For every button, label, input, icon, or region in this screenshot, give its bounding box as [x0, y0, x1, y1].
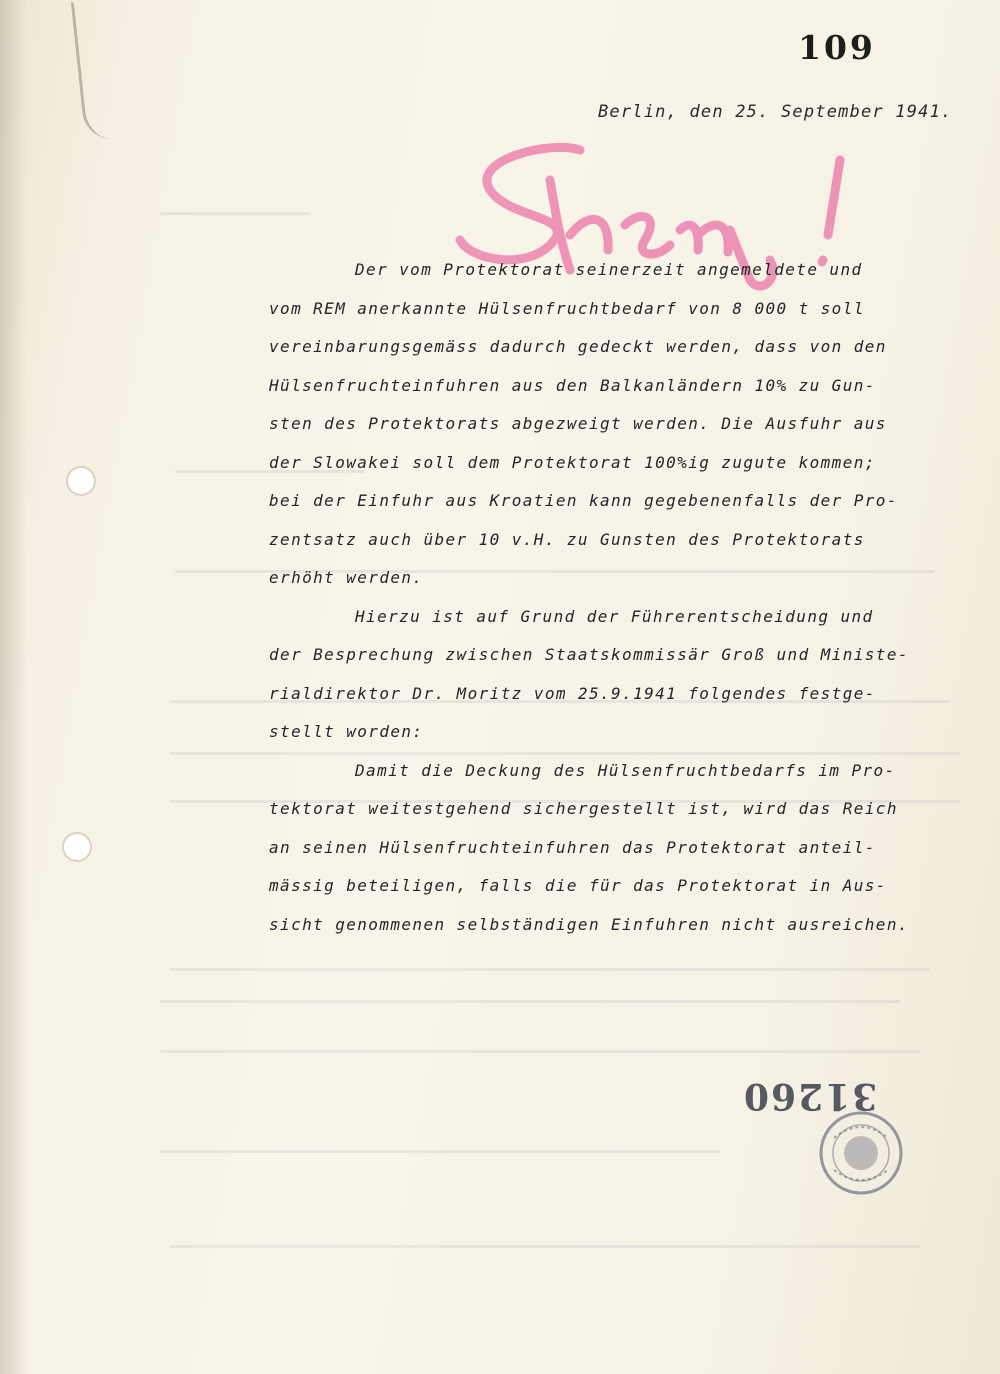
text-line: bei der Einfuhr aus Kroatien kann gegebenenfalls der Pro- [269, 491, 898, 510]
text-line: rialdirektor Dr. Moritz vom 25.9.1941 folgendes festge- [269, 683, 876, 703]
text-line: erhöht werden. [269, 568, 424, 587]
text-line: der Slowakei soll dem Protektorat 100%ig zugute kommen; [269, 452, 876, 472]
text-line: zentsatz auch über 10 v.H. zu Gunsten des Protektorats [269, 529, 865, 549]
page-number: 109 [798, 28, 876, 67]
archive-number-stamp: 31260 [742, 1075, 878, 1117]
text-line: stellt worden: [269, 722, 424, 741]
text-line: Damit die Deckung des Hülsenfruchtbedarfs im Pro- [355, 760, 896, 780]
text-line: der Besprechung zwischen Staatskommissär Groß und Ministe- [269, 645, 909, 664]
letter-body [269, 258, 979, 951]
round-archive-seal [816, 1108, 906, 1198]
dateline: Berlin, den 25. September 1941. [598, 102, 953, 122]
paragraph-1 [269, 258, 979, 605]
bleed-through-line [160, 1000, 900, 1003]
punch-hole-bottom [64, 834, 90, 860]
text-line: sten des Protektorats abgezweigt werden. Die Ausfuhr aus [269, 414, 887, 433]
paragraph-3 [269, 759, 979, 952]
bleed-through-line [170, 968, 930, 971]
bleed-through-line [160, 1050, 920, 1053]
bleed-through-line [160, 212, 310, 215]
text-line: tektorat weitestgehend sichergestellt ist, wird das Reich [269, 799, 898, 818]
text-line: an seinen Hülsenfruchteinfuhren das Protektorat anteil- [269, 837, 876, 857]
text-line: vereinbarungsgemäss dadurch gedeckt werden, dass von den [269, 337, 887, 356]
paper-tear-mark [71, 0, 128, 142]
text-line: Hülsenfruchteinfuhren aus den Balkanländern 10% zu Gun- [269, 375, 876, 395]
bleed-through-line [160, 1150, 720, 1153]
bleed-through-line [170, 1245, 920, 1248]
text-line: Der vom Protektorat seinerzeit angemeldete und [355, 260, 863, 279]
text-line: vom REM anerkannte Hülsenfruchtbedarf von 8 000 t soll [269, 298, 865, 318]
text-line: mässig beteiligen, falls die für das Protektorat in Aus- [269, 876, 887, 895]
text-line: sicht genommenen selbständigen Einfuhren nicht ausreichen. [269, 914, 909, 934]
binding-edge [0, 0, 28, 1374]
text-line: Hierzu ist auf Grund der Führerentscheidung und [355, 606, 874, 626]
punch-hole-top [68, 468, 94, 494]
paragraph-2 [269, 605, 979, 759]
